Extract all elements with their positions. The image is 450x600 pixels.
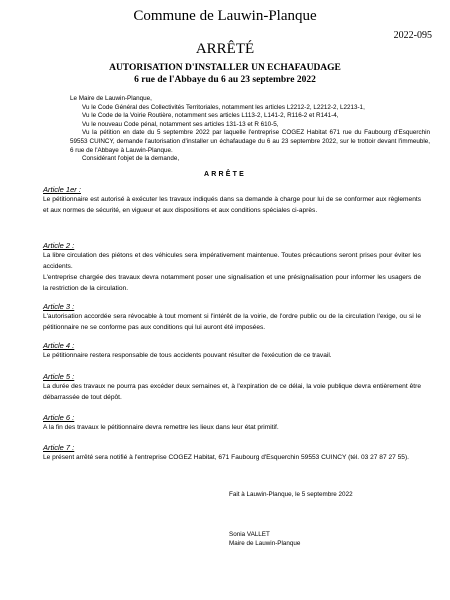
article-6 <box>43 413 421 434</box>
considerant-line: Considérant l'objet de la demande, <box>82 155 180 163</box>
article-3 <box>43 302 421 334</box>
article-heading: Article 6 : <box>43 413 75 422</box>
decision-heading: ARRÊTE <box>204 171 246 178</box>
place-and-date: Fait à Lauwin-Planque, le 5 septembre 2022 <box>229 491 353 498</box>
article-heading: Article 4 : <box>43 341 75 350</box>
visas-block <box>70 95 430 164</box>
visa-line-1: Vu le Code Général des Collectivités Territoriales, notamment les articles L2212-2, L2212-2, L2213-1, <box>82 103 365 111</box>
visa-line-3: Vu le nouveau Code pénal, notamment ses articles 131-13 et R 610-5, <box>82 120 279 128</box>
article-2 <box>43 241 421 295</box>
subject-line-1: AUTORISATION D'INSTALLER UN ECHAFAUDAGE <box>109 63 341 73</box>
article-text: La durée des travaux ne pourra pas excéder deux semaines et, à l'expiration de ce délai, la voie publique devra entièrement être débarrassée de tout dépôt. <box>43 383 421 401</box>
reference-number: 2022-095 <box>393 30 432 41</box>
signatory-name: Sonia VALLET <box>229 531 270 538</box>
article-text: L'autorisation accordée sera révocable à tout moment si l'intérêt de la voirie, de l'ordre public ou de la circulation l'exige, ou si le pétitionnaire ne se conforme pas aux conditions qui lui auront été imposées. <box>43 313 421 331</box>
article-heading: Article 1er : <box>43 185 81 194</box>
article-heading: Article 7 : <box>43 443 75 452</box>
article-text: Le présent arrêté sera notifié à l'entreprise COGEZ Habitat, 671 Faubourg d'Esquerchin 59553 CUINCY (tél. 03 27 87 27 55). <box>43 454 409 461</box>
article-heading: Article 3 : <box>43 302 75 311</box>
article-5 <box>43 372 421 404</box>
mayor-line: Le Maire de Lauwin-Planque, <box>70 95 152 102</box>
subject-line-2: 6 rue de l'Abbaye du 6 au 23 septembre 2022 <box>134 75 316 85</box>
document-type-title: ARRÊTÉ <box>195 41 255 57</box>
article-7 <box>43 443 421 464</box>
visa-line-2: Vu le Code de la Voirie Routière, notamment ses articles L113-2, L141-2, R116-2 et R141-4, <box>82 112 339 120</box>
article-text: A la fin des travaux le pétitionnaire devra remettre les lieux dans leur état primitif. <box>43 424 279 431</box>
article-text: Le pétitionnaire restera responsable de tous accidents pouvant résulter de l'exécution de ce travail. <box>43 352 332 359</box>
article-text: Le pétitionnaire est autorisé à exécuter les travaux indiqués dans sa demande à charge pour lui de se conformer aux règlements et aux normes de sécurité, en vigueur et aux dispositions et aux conditions spéciales ci-après. <box>43 196 421 214</box>
subject <box>0 62 450 86</box>
commune-name: Commune de Lauwin-Planque <box>133 8 317 24</box>
article-heading: Article 5 : <box>43 372 75 381</box>
article-1 <box>43 185 421 217</box>
article-text: La libre circulation des piétons et des véhicules sera impérativement maintenue. Toutes précautions seront prises pour éviter les accidents. <box>43 252 421 270</box>
article-4 <box>43 341 421 362</box>
petition-paragraph: Vu la pétition en date du 5 septembre 2022 par laquelle l'entreprise COGEZ Habitat 671 rue du Faubourg d'Esquerchin 59553 CUINCY, demande l'autorisation d'installer un échafaudage du 6 au 23 septembre 2022, sur le trottoir devant l'immeuble, 6 rue de l'Abbaye à Lauwin-Planque. <box>70 129 430 154</box>
article-heading: Article 2 : <box>43 241 75 250</box>
article-text-2: L'entreprise chargée des travaux devra notamment poser une signalisation et une présignalisation pour informer les usagers de la restriction de la circulation. <box>43 273 421 292</box>
signatory-title: Maire de Lauwin-Planque <box>229 540 301 547</box>
